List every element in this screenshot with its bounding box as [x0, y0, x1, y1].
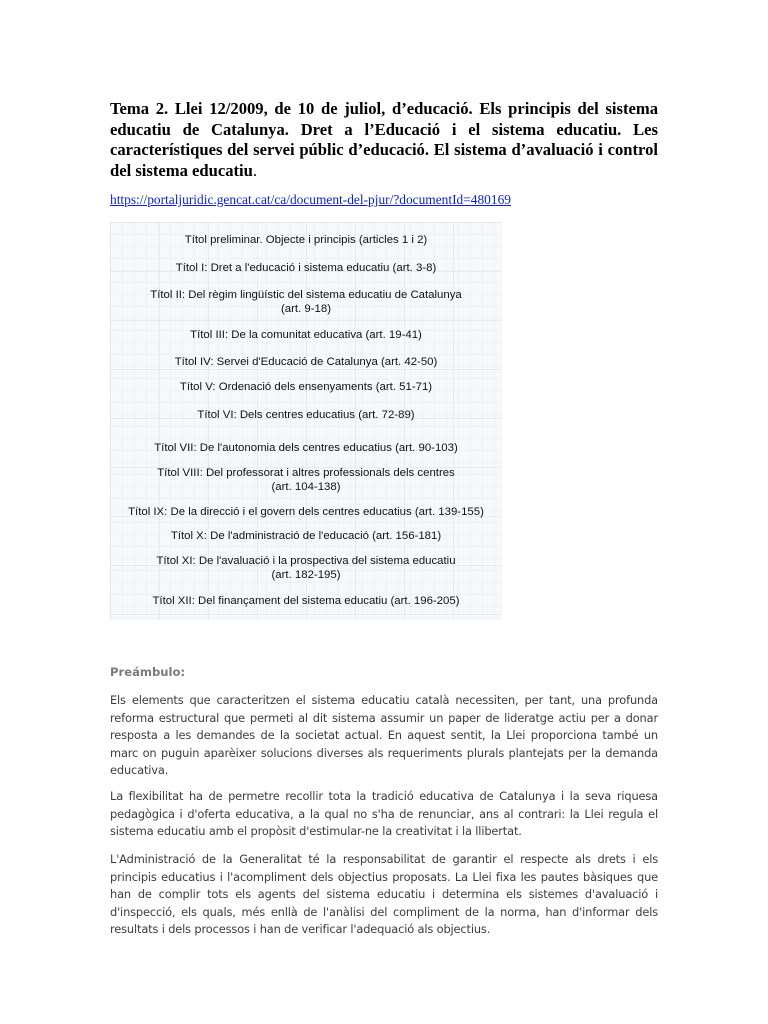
toc-line: Títol I: Dret a l'educació i sistema educatiu (art. 3-8) [175, 262, 437, 274]
preamble-paragraph-1: Els elements que caracteritzen el sistema educatiu català necessiten, per tant, una profunda reforma estructural que permeti al dit sistema assumir un paper de lideratge actiu per a donar resposta a les demandes de la societat actual. En aquest sentit, la Llei proporciona també un marc on puguin aparèixer solucions diverses als requeriments plurals plantejats per la demanda educativa. [110, 693, 658, 778]
toc-line: (art. 104-138) [271, 481, 341, 493]
toc-line: Títol III: De la comunitat educativa (art. 19-41) [190, 329, 422, 341]
heading-text: Tema 2. Llei 12/2009, de 10 de juliol, d’educació. Els principis del sistema educatiu de Catalunya. Dret a l’Educació i el sistema educatiu. Les característiques del servei públic d’educació. El sistema d’avaluació i control del sistema educatiu [110, 99, 658, 180]
preamble-title: Preámbulo: [110, 665, 186, 679]
toc-line: Títol IX: De la direcció i el govern dels centres educatius (art. 139-155) [128, 506, 484, 518]
portal-juridic-link[interactable]: https://portaljuridic.gencat.cat/ca/document-del-pjur/?documentId=480169 [110, 192, 511, 207]
document-heading [110, 99, 658, 181]
toc-line: Títol V: Ordenació dels ensenyaments (art. 51-71) [179, 381, 433, 393]
toc-line: Títol XI: De l'avaluació i la prospectiva del sistema educatiu [156, 555, 456, 567]
heading-period: . [252, 160, 258, 180]
toc-line: Títol IV: Servei d'Educació de Catalunya (art. 42-50) [174, 356, 438, 368]
toc-line: (art. 9-18) [280, 303, 331, 315]
toc-line: Títol VII: De l'autonomia dels centres educatius (art. 90-103) [154, 442, 458, 454]
toc-line: Títol X: De l'administració de l'educació (art. 156-181) [170, 530, 442, 542]
toc-line: Títol VI: Dels centres educatius (art. 72-89) [197, 409, 415, 421]
toc-line: Títol preliminar. Objecte i principis (articles 1 i 2) [184, 234, 428, 246]
toc-line: Títol XII: Del finançament del sistema educatiu (art. 196-205) [152, 595, 460, 607]
preamble-paragraph-3: L'Administració de la Generalitat té la responsabilitat de garantir el respecte als drets i els principis educatius i l'acompliment dels objectius proposats. La Llei fixa les pautes bàsiques que han de complir tots els agents del sistema educatiu i determina els sistemes d'avaluació i d'inspecció, els quals, més enllà de l'anàlisi del compliment de la norma, han d'informar dels resultats i dels processos i han de verificar l'adequació als objectius. [110, 852, 658, 937]
toc-line: (art. 182-195) [271, 569, 341, 581]
preamble-paragraph-2: La flexibilitat ha de permetre recollir tota la tradició educativa de Catalunya i la seva riquesa pedagògica i d'oferta educativa, a la qual no s'ha de renunciar, ans al contrari: la Llei regula el sistema educatiu amb el propòsit d'estimular-ne la creativitat i la llibertat. [110, 789, 658, 839]
toc-line: Títol VIII: Del professorat i altres professionals dels centres [157, 467, 455, 479]
toc-line: Títol II: Del règim lingüístic del sistema educatiu de Catalunya [150, 289, 462, 301]
law-structure-image [110, 222, 502, 620]
